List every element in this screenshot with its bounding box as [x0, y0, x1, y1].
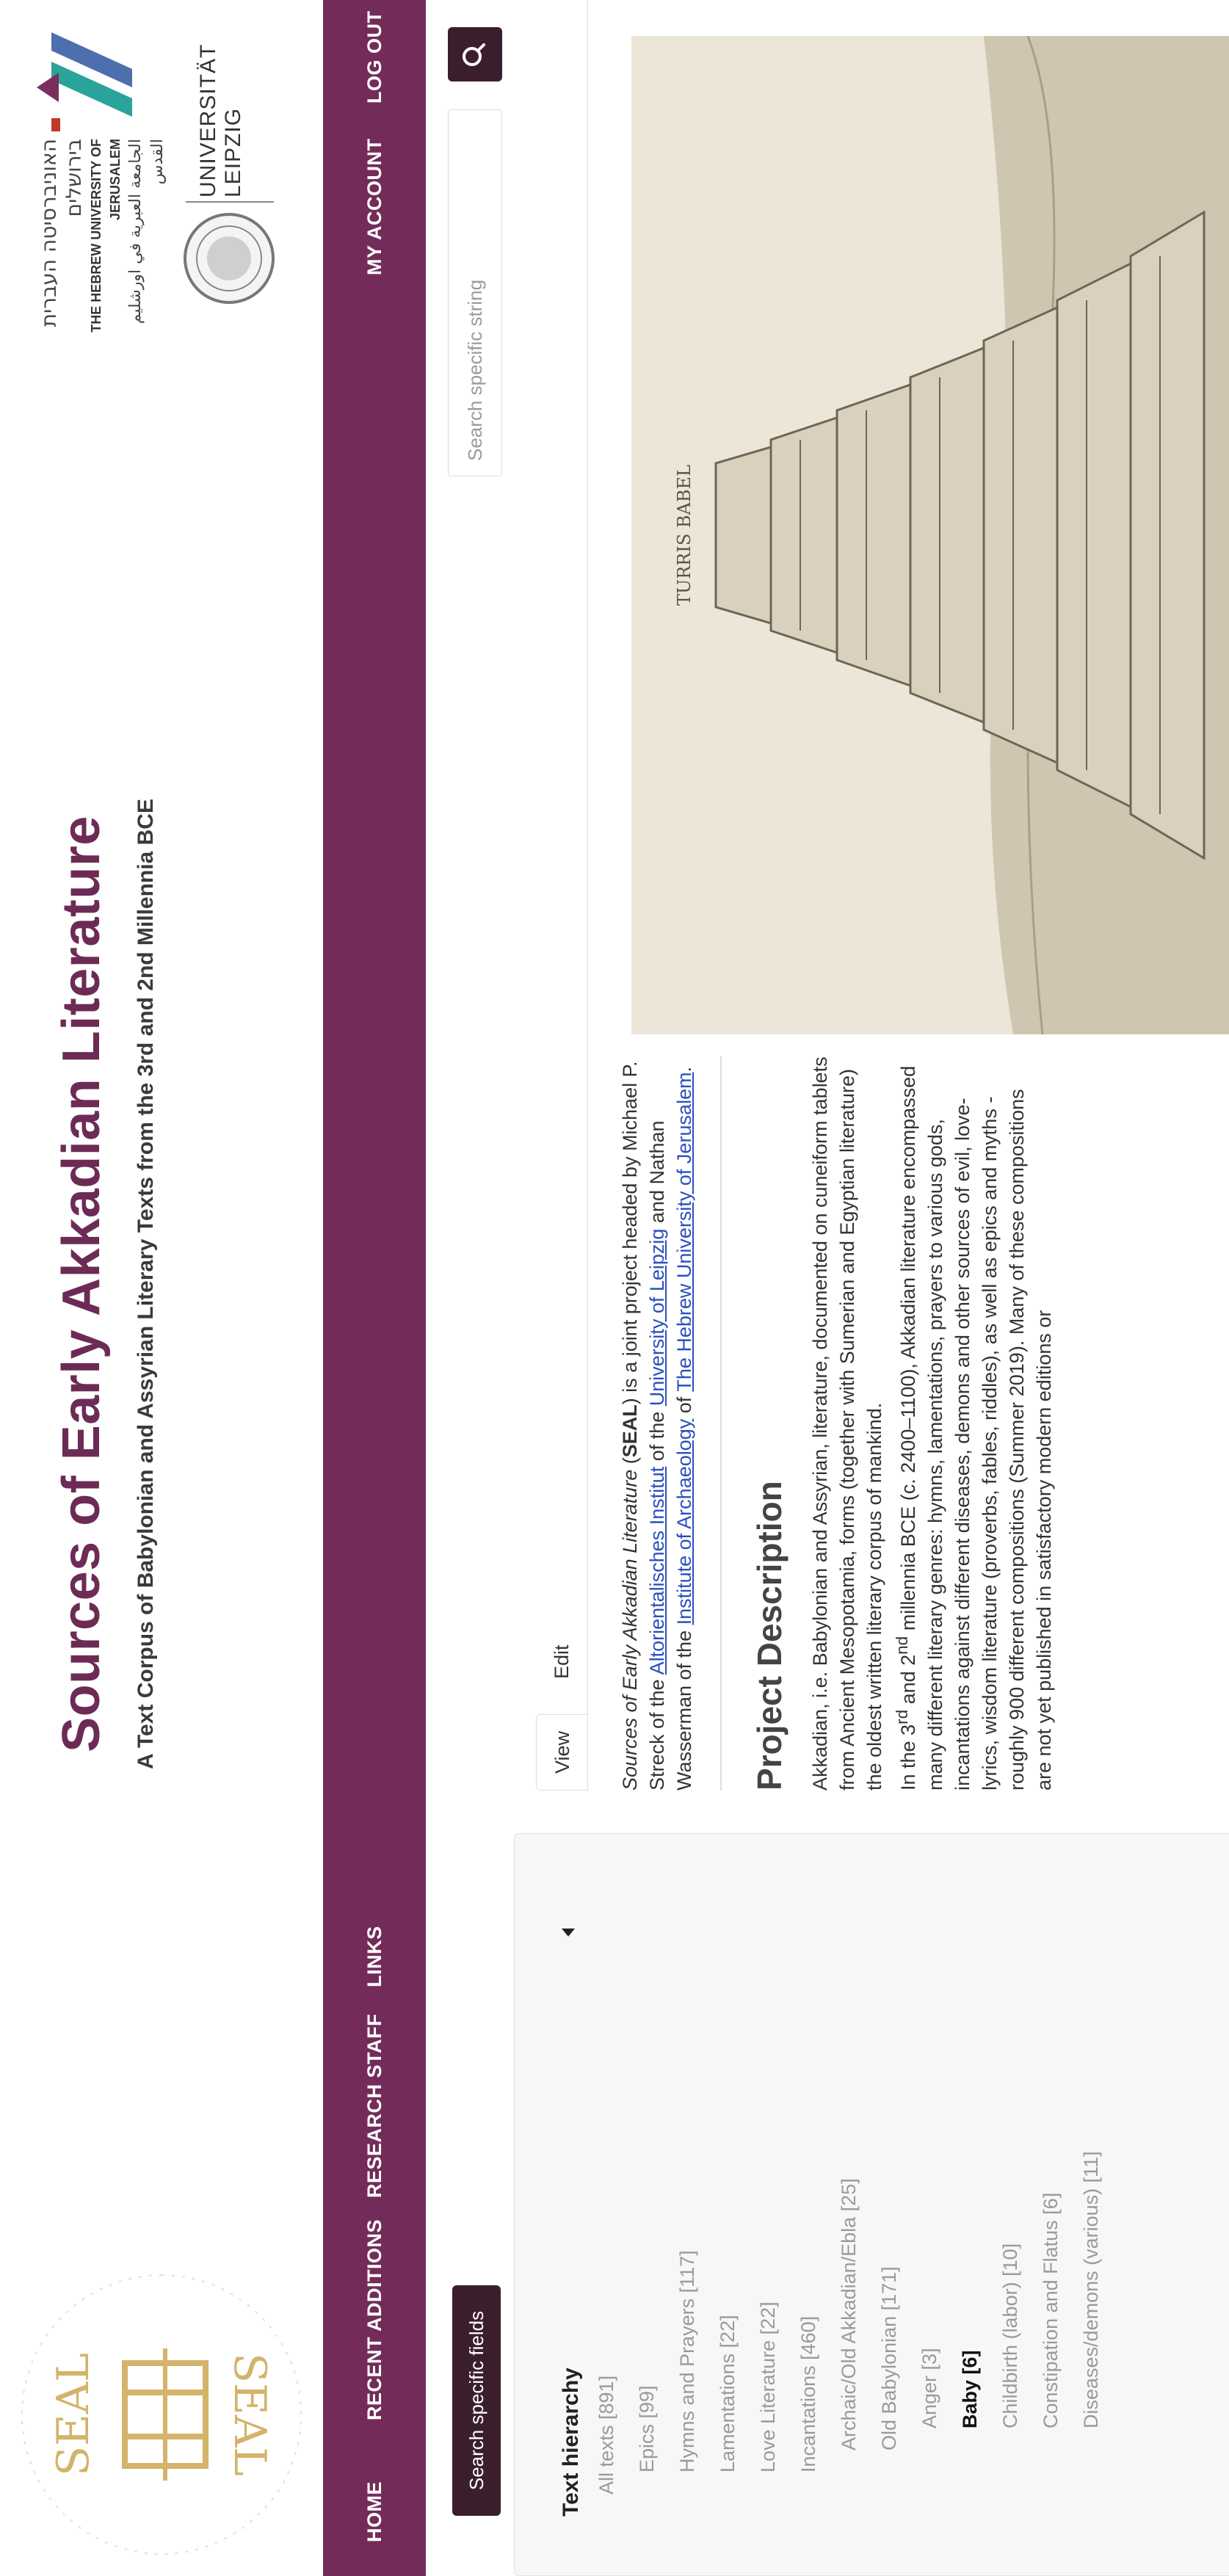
sidebar-item-childbirth[interactable]: Childbirth (labor) [10] — [999, 2243, 1021, 2428]
search-row — [426, 0, 507, 2576]
nav-recent-additions[interactable]: RECENT ADDITIONS — [363, 2218, 385, 2420]
sidebar-item-old-babylonian[interactable]: Old Babylonian [171] — [878, 2266, 900, 2450]
sidebar-item-baby[interactable]: Baby [6] — [959, 2350, 981, 2428]
search-button[interactable] — [448, 27, 502, 81]
sidebar-item-constipation[interactable]: Constipation and Flatus [6] — [1040, 2192, 1062, 2428]
project-description-title: Project Description — [750, 1481, 788, 1790]
link-hebrew-university[interactable]: The Hebrew University of Jerusalem — [673, 1072, 695, 1392]
sidebar-item-lamentations[interactable]: Lamentations [22] — [717, 2315, 739, 2472]
project-description-p2: In the 3rd and 2nd millennia BCE (c. 2400–1100), Akkadian literature encompassed many different literary genres: hymns, lamentations, prayers to various gods, incantations against different diseases, demons and other sources of evil, love-lyrics, wisdom literature (proverbs, fables, riddles), as well as epics and myths - roughly 900 different compositions (Summer 2019). Many of these compositions are not yet published in satisfactory modern editions or — [893, 1065, 1055, 1790]
svg-text:TURRIS BABEL: TURRIS BABEL — [674, 465, 695, 606]
svg-text:SEAL: SEAL — [48, 2352, 99, 2477]
text-hierarchy-title: Text hierarchy — [559, 2368, 583, 2517]
tower-of-babel-engraving — [631, 36, 1229, 1034]
tab-edit[interactable]: Edit — [551, 1644, 573, 1679]
link-institute-of-archaeology[interactable]: Institute of Archaeology — [673, 1418, 695, 1625]
section-divider — [720, 1056, 722, 1790]
sidebar-item-anger[interactable]: Anger [3] — [918, 2348, 940, 2428]
tower-of-babel-image — [631, 36, 1229, 1034]
sidebar-item-incantations[interactable]: Incantations [460] — [797, 2315, 819, 2472]
main-content — [617, 1056, 1058, 1790]
main-nav — [323, 0, 426, 2576]
leipzig-university-logo[interactable] — [180, 14, 279, 308]
huji-english-name: THE HEBREW UNIVERSITY OF JERUSALEM — [89, 139, 123, 333]
site-subtitle: A Text Corpus of Babylonian and Assyrian Literary Texts from the 3rd and 2nd Millennia BCE — [134, 799, 158, 1769]
link-university-of-leipzig[interactable]: University of Leipzig — [646, 1228, 668, 1407]
collapse-toggle-icon[interactable] — [562, 1929, 575, 1937]
text-hierarchy-panel — [514, 1833, 1229, 2576]
hebrew-university-logo[interactable] — [29, 14, 169, 352]
leipzig-name-line2: LEIPZIG — [221, 107, 245, 197]
site-header — [0, 0, 323, 2576]
link-altorientalisches-institut[interactable]: Altorientalisches Institut — [646, 1466, 668, 1675]
project-description-p1: Akkadian, i.e. Babylonian and Assyrian, literature, documented on cuneiform tablets from Ancient Mesopotamia, forms (together with Sumerian and Egyptian literature) the oldest written literary corpus of mankind. — [809, 1056, 885, 1790]
huji-emblem-icon — [29, 14, 147, 131]
sidebar-item-all-texts[interactable]: All texts [891] — [595, 2375, 617, 2495]
search-fields-button[interactable]: Search specific fields — [452, 2285, 501, 2516]
search-icon — [448, 27, 502, 81]
search-input[interactable] — [448, 109, 502, 476]
leipzig-name-line1: UNIVERSITÄT — [196, 43, 220, 197]
huji-arabic-name: الجامعة العبرية في اورشليم القدس — [126, 139, 167, 324]
sidebar-item-epics[interactable]: Epics [99] — [636, 2385, 658, 2472]
tabs-divider — [587, 0, 588, 1790]
page-tabs — [536, 1497, 587, 1790]
sidebar-item-diseases-demons[interactable]: Diseases/demons (various) [11] — [1080, 2151, 1102, 2428]
nav-my-account[interactable]: MY ACCOUNT — [363, 138, 385, 275]
intro-acronym: SEAL — [619, 1404, 641, 1458]
sidebar-item-archaic-old-akkadian[interactable]: Archaic/Old Akkadian/Ebla [25] — [838, 2178, 860, 2450]
leipzig-seal-icon — [180, 208, 279, 308]
intro-project-name: Sources of Early Akkadian Literature — [619, 1469, 641, 1790]
nav-links[interactable]: LINKS — [363, 1926, 385, 1987]
nav-log-out[interactable]: LOG OUT — [363, 10, 385, 104]
sidebar-item-love-literature[interactable]: Love Literature [22] — [757, 2301, 779, 2472]
site-title: Sources of Early Akkadian Literature — [52, 816, 111, 1752]
seal-logo[interactable] — [0, 2253, 323, 2576]
huji-hebrew-name: האוניברסיטה העברית בירושלים — [37, 139, 86, 327]
nav-research-staff[interactable]: RESEARCH STAFF — [363, 2013, 385, 2198]
sidebar-item-hymns-and-prayers[interactable]: Hymns and Prayers [117] — [676, 2250, 698, 2472]
tab-view[interactable]: View — [536, 1714, 589, 1790]
leipzig-divider — [186, 201, 274, 203]
intro-paragraph: Sources of Early Akkadian Literature (SEAL) is a joint project headed by Michael P. Streck of the Altorientalisches Institut of the University of Leipzig and Nathan Wasserman of the Institute of Archaeology of The Hebrew University of Jerusalem. — [619, 1061, 695, 1790]
svg-text:SEAL: SEAL — [224, 2352, 275, 2477]
nav-home[interactable]: HOME — [363, 2481, 385, 2542]
